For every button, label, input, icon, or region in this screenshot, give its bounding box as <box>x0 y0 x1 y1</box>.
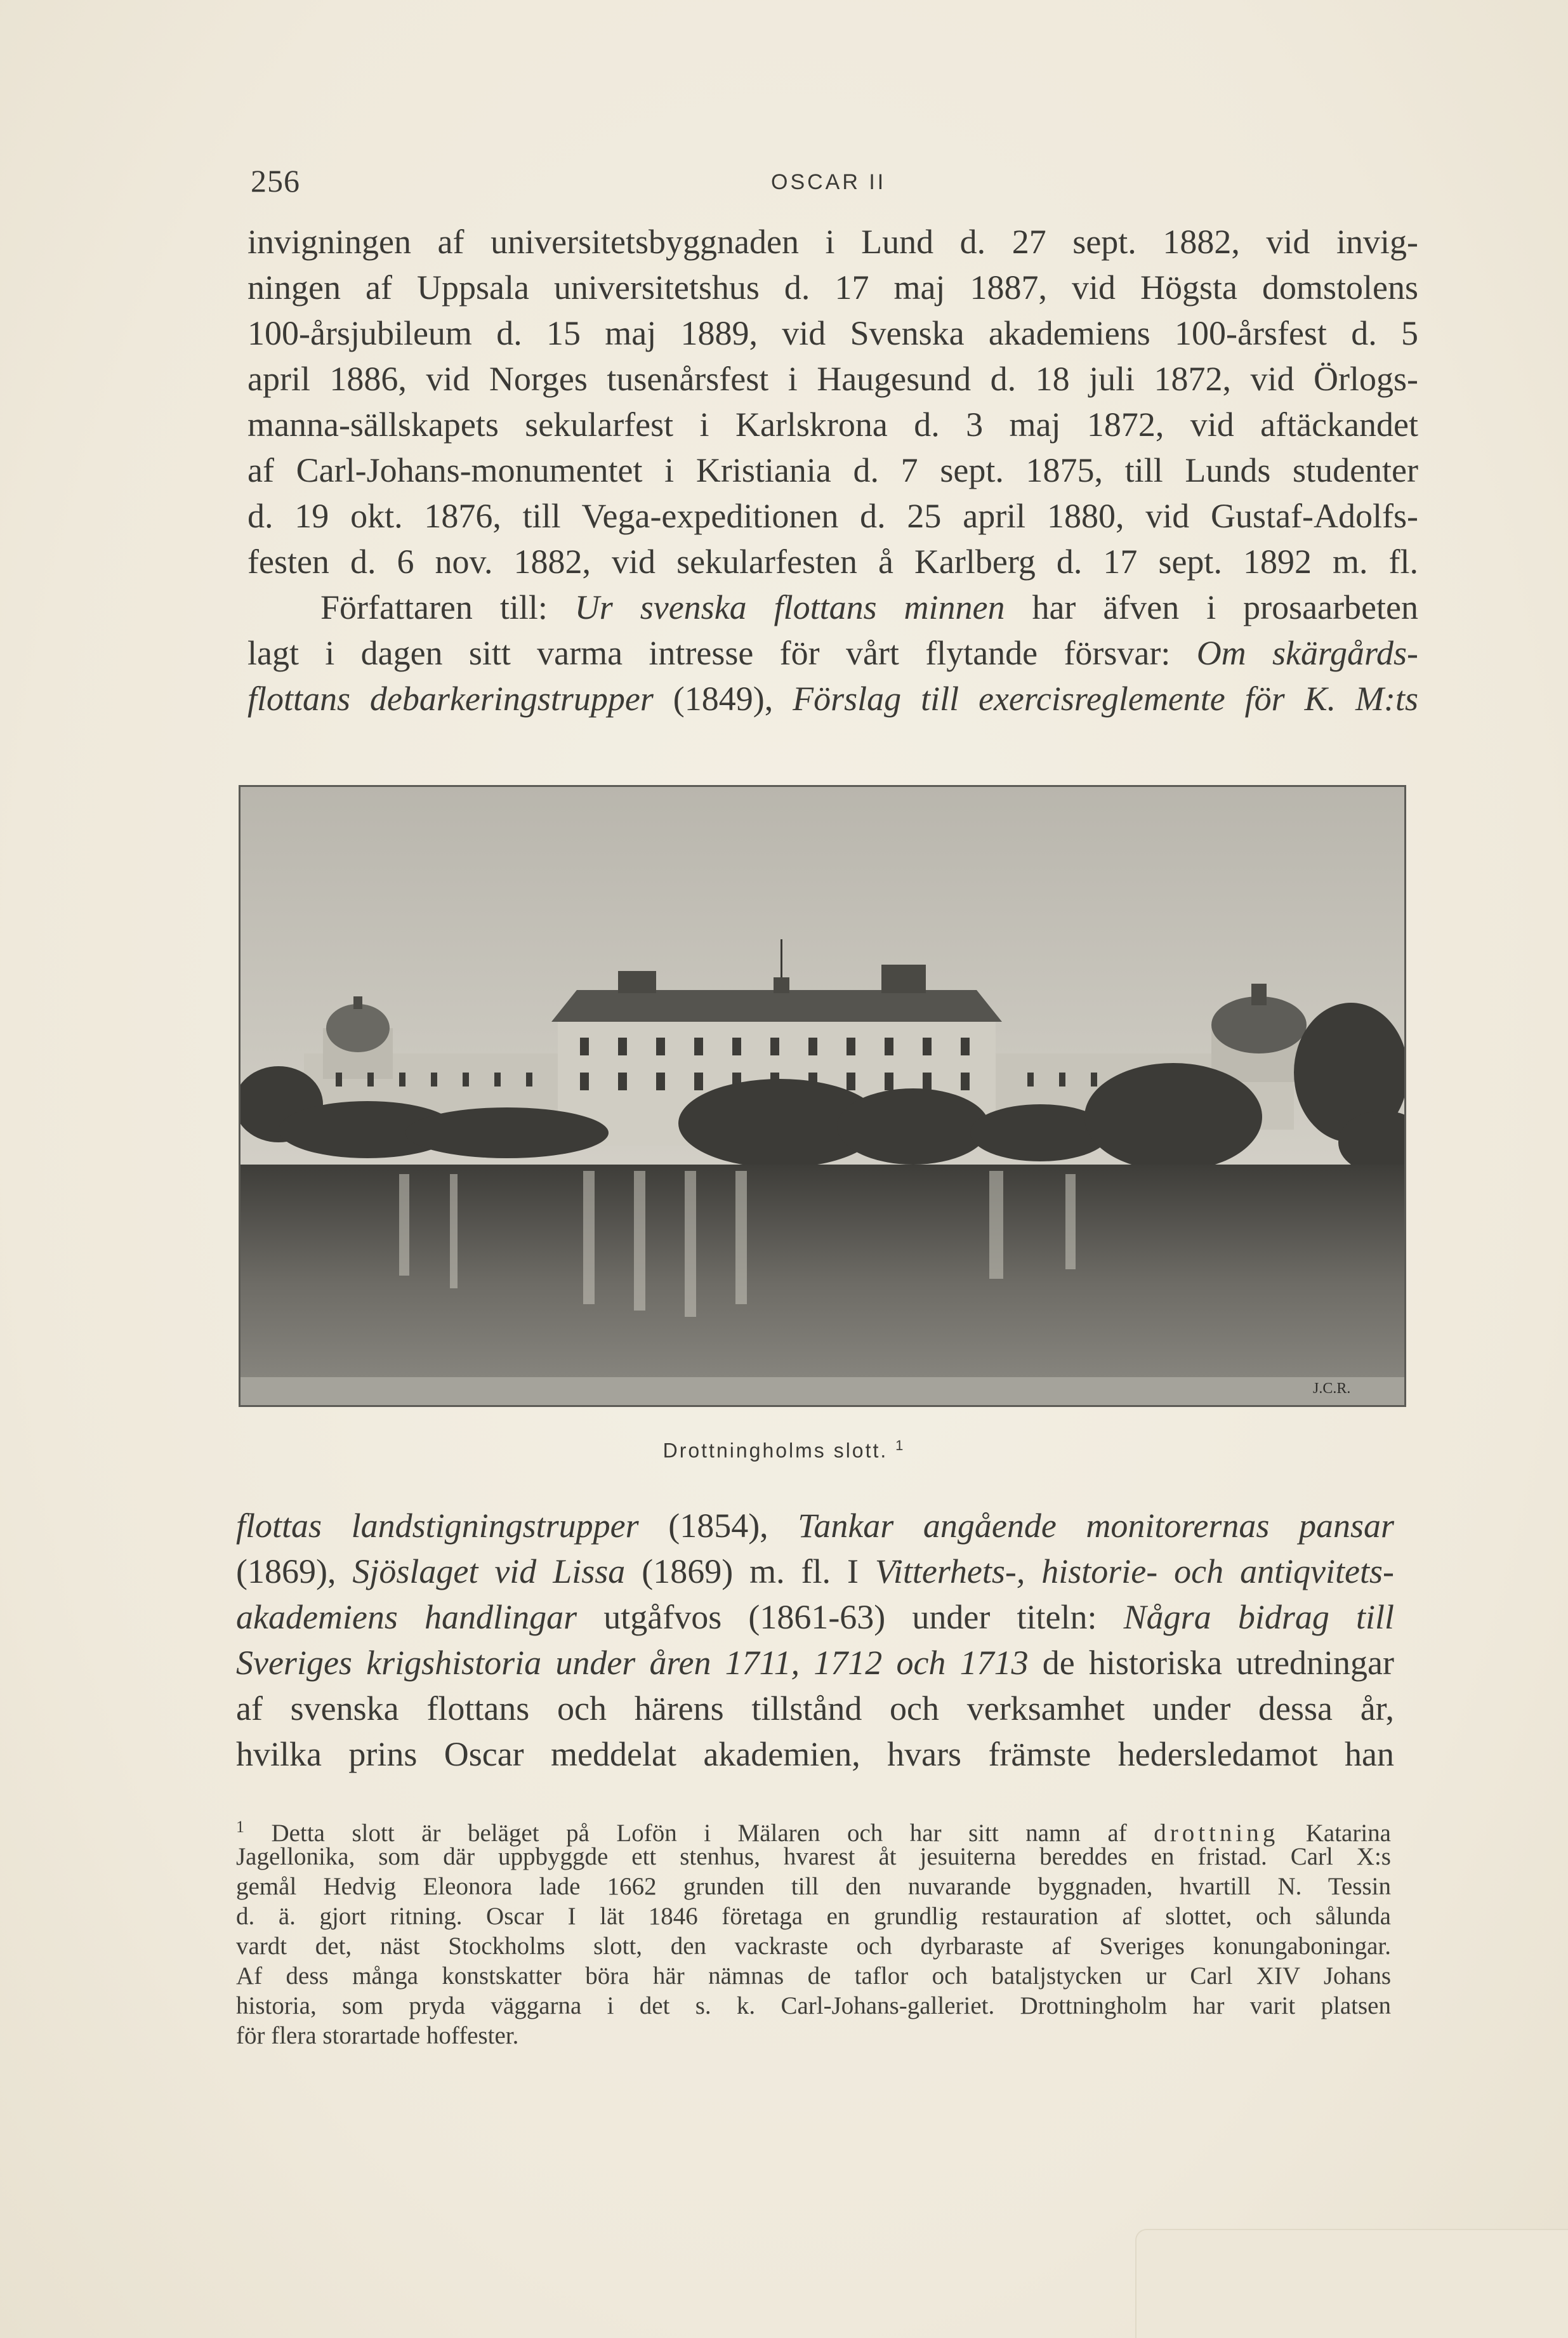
lower-paragraphs <box>236 1503 1394 1777</box>
text-line: ningen af Uppsala universitetshus d. 17 maj 1887, vid Högsta domstolens <box>247 268 1418 307</box>
text-line: festen d. 6 nov. 1882, vid sekularfesten å Karlberg d. 17 sept. 1892 m. fl. <box>247 543 1418 581</box>
footnote-line: Jagellonika, som där uppbyggde ett stenhus, hvarest åt jesuiterna bereddes en fristad. Carl X:s <box>236 1843 1391 1870</box>
footnote-line: för flera storartade hoffester. <box>236 2022 519 2049</box>
page-corner-shadow <box>1135 2229 1568 2338</box>
text-line: hvilka prins Oscar meddelat akademien, hvars främste hedersledamot han <box>236 1735 1394 1773</box>
text-line: 100-årsjubileum d. 15 maj 1889, vid Svenska akademiens 100-årsfest d. 5 <box>247 314 1418 352</box>
running-title: OSCAR II <box>771 170 886 194</box>
text-line: af Carl-Johans-monumentet i Kristiania d. 7 sept. 1875, till Lunds studenter <box>247 451 1418 489</box>
footnote-line: $^1$ Detta slott är beläget på Lofön i Mälaren och har sitt namn af drottning Katarina <box>236 1818 1391 1847</box>
text-line: flottas landstigningstrupper (1854), Tankar angående monitorernas pansar <box>236 1507 1394 1545</box>
text-line: Författaren till: Ur svenska flottans minnen har äfven i prosaarbeten <box>320 588 1418 626</box>
photo-signature: J.C.R. <box>1313 1380 1351 1397</box>
figure-caption: Drottningholms slott. $^1$ <box>662 1437 906 1462</box>
footnote-line: Af dess många konstskatter böra här nämnas de taflor och bataljstycken ur Carl XIV Johans <box>236 1962 1391 1990</box>
palace-photograph <box>239 785 1406 1407</box>
footnote-line: historia, som pryda väggarna i det s. k. Carl-Johans-galleriet. Drottningholm har varit platsen <box>236 1992 1391 2019</box>
caption-note-mark: 1 <box>895 1437 906 1453</box>
running-header <box>251 162 1393 201</box>
text-line: invigningen af universitetsbyggnaden i Lund d. 27 sept. 1882, vid invig- <box>247 223 1418 261</box>
footnote-line: d. ä. gjort ritning. Oscar I lät 1846 företaga en grundlig restauration af slottet, och sålunda <box>236 1903 1391 1930</box>
text-line: lagt i dagen sitt varma intresse för vårt flytande försvar: Om skärgårds- <box>247 634 1418 672</box>
footnote-line: gemål Hedvig Eleonora lade 1662 grunden till den nuvarande byggnaden, hvartill N. Tessin <box>236 1873 1391 1900</box>
text-line: manna-sällskapets sekularfest i Karlskrona d. 3 maj 1872, vid aftäckandet <box>247 406 1418 444</box>
text-line: flottans debarkeringstrupper (1849), Förslag till exercisreglemente för K. M:ts <box>247 680 1418 718</box>
footnote-line: vardt det, näst Stockholms slott, den vackraste och dyrbaraste af Sveriges konungaboningar. <box>236 1932 1391 1960</box>
text-line: d. 19 okt. 1876, till Vega-expeditionen d. 25 april 1880, vid Gustaf-Adolfs- <box>247 497 1418 535</box>
text-line: april 1886, vid Norges tusenårsfest i Haugesund d. 18 juli 1872, vid Örlogs- <box>247 360 1418 398</box>
text-line: Sveriges krigshistoria under åren 1711, 1712 och 1713 de historiska utredningar <box>236 1644 1394 1682</box>
text-line: akademiens handlingar utgåfvos (1861-63) under titeln: Några bidrag till <box>236 1598 1394 1636</box>
upper-paragraphs <box>247 219 1418 722</box>
footnote <box>236 1812 1391 2051</box>
text-line: af svenska flottans och härens tillstånd och verksamhet under dessa år, <box>236 1689 1394 1727</box>
page-number: 256 <box>251 163 300 199</box>
text-line: (1869), Sjöslaget vid Lissa (1869) m. fl. I Vitterhets-, historie- och antiqvitets- <box>236 1552 1395 1590</box>
